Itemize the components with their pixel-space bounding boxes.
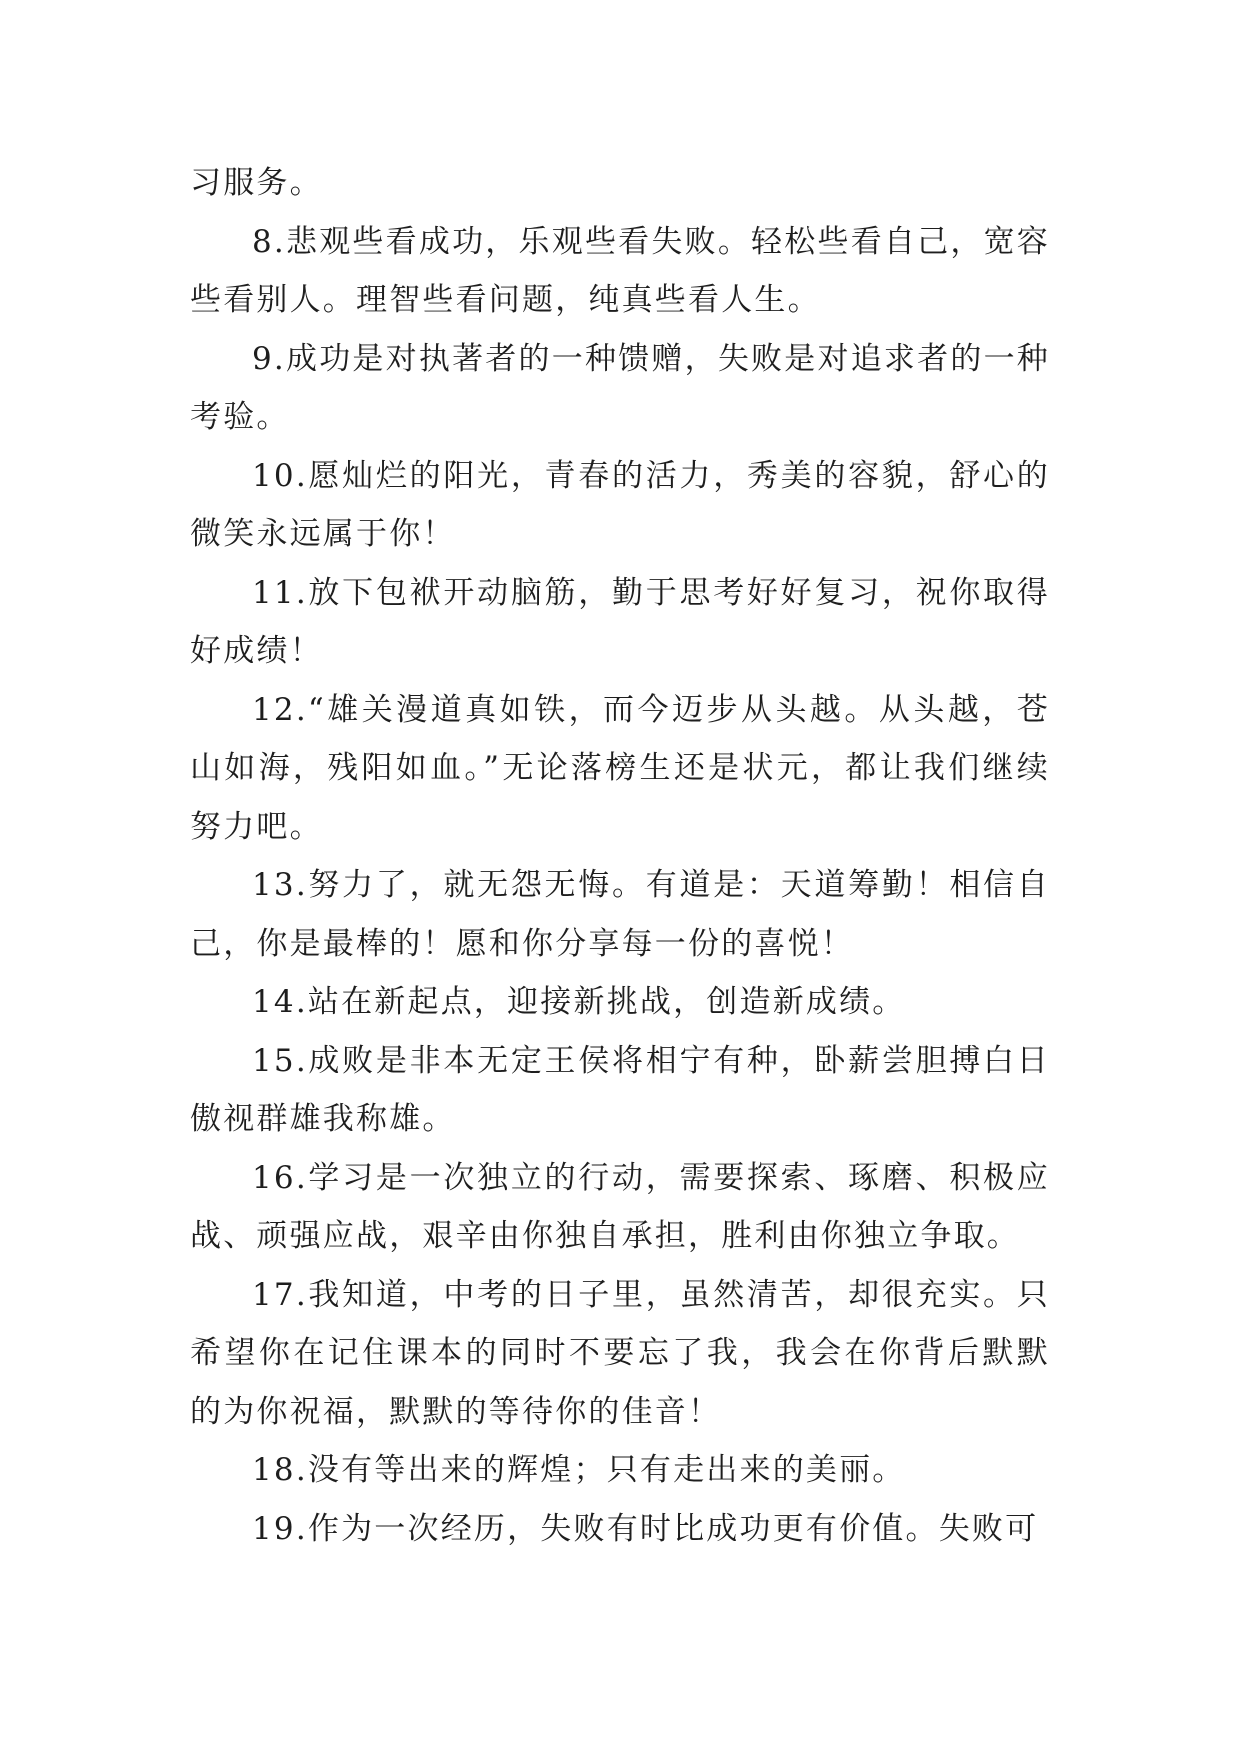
paragraph-item-8: 8.悲观些看成功，乐观些看失败。轻松些看自己，宽容些看别人。理智些看问题，纯真些看人生。 — [190, 223, 1050, 318]
paragraph-item-18: 18.没有等出来的辉煌；只有走出来的美丽。 — [252, 1452, 906, 1488]
paragraph-item-17: 17.我知道，中考的日子里，虽然清苦，却很充实。只希望你在记住课本的同时不要忘了我，我会在你背后默默的为你祝福，默默的等待你的佳音！ — [190, 1276, 1050, 1430]
paragraph-item-13: 13.努力了，就无怨无悔。有道是：天道筹勤！相信自己，你是最棒的！愿和你分享每一份的喜悦！ — [190, 867, 1050, 962]
paragraph-item-19: 19.作为一次经历，失败有时比成功更有价值。失败可 — [252, 1510, 1039, 1547]
document-body — [190, 154, 1050, 1558]
paragraph-item-10: 10.愿灿烂的阳光，青春的活力，秀美的容貌，舒心的微笑永远属于你！ — [190, 457, 1050, 552]
paragraph-item-15: 15.成败是非本无定王侯将相宁有种，卧薪尝胆搏白日傲视群雄我称雄。 — [190, 1042, 1050, 1137]
paragraph-item-11: 11.放下包袱开动脑筋，勤于思考好好复习，祝你取得好成绩！ — [190, 574, 1050, 669]
paragraph-continuation: 习服务。 — [190, 165, 323, 201]
paragraph-item-12: 12.“雄关漫道真如铁，而今迈步从头越。从头越，苍山如海，残阳如血。”无论落榜生还是状元，都让我们继续努力吧。 — [190, 691, 1050, 845]
paragraph-item-9: 9.成功是对执著者的一种馈赠，失败是对追求者的一种考验。 — [190, 340, 1050, 435]
paragraph-item-16: 16.学习是一次独立的行动，需要探索、琢磨、积极应战、顽强应战，艰辛由你独自承担，胜利由你独立争取。 — [190, 1159, 1050, 1254]
paragraph-item-14: 14.站在新起点，迎接新挑战，创造新成绩。 — [252, 984, 906, 1020]
